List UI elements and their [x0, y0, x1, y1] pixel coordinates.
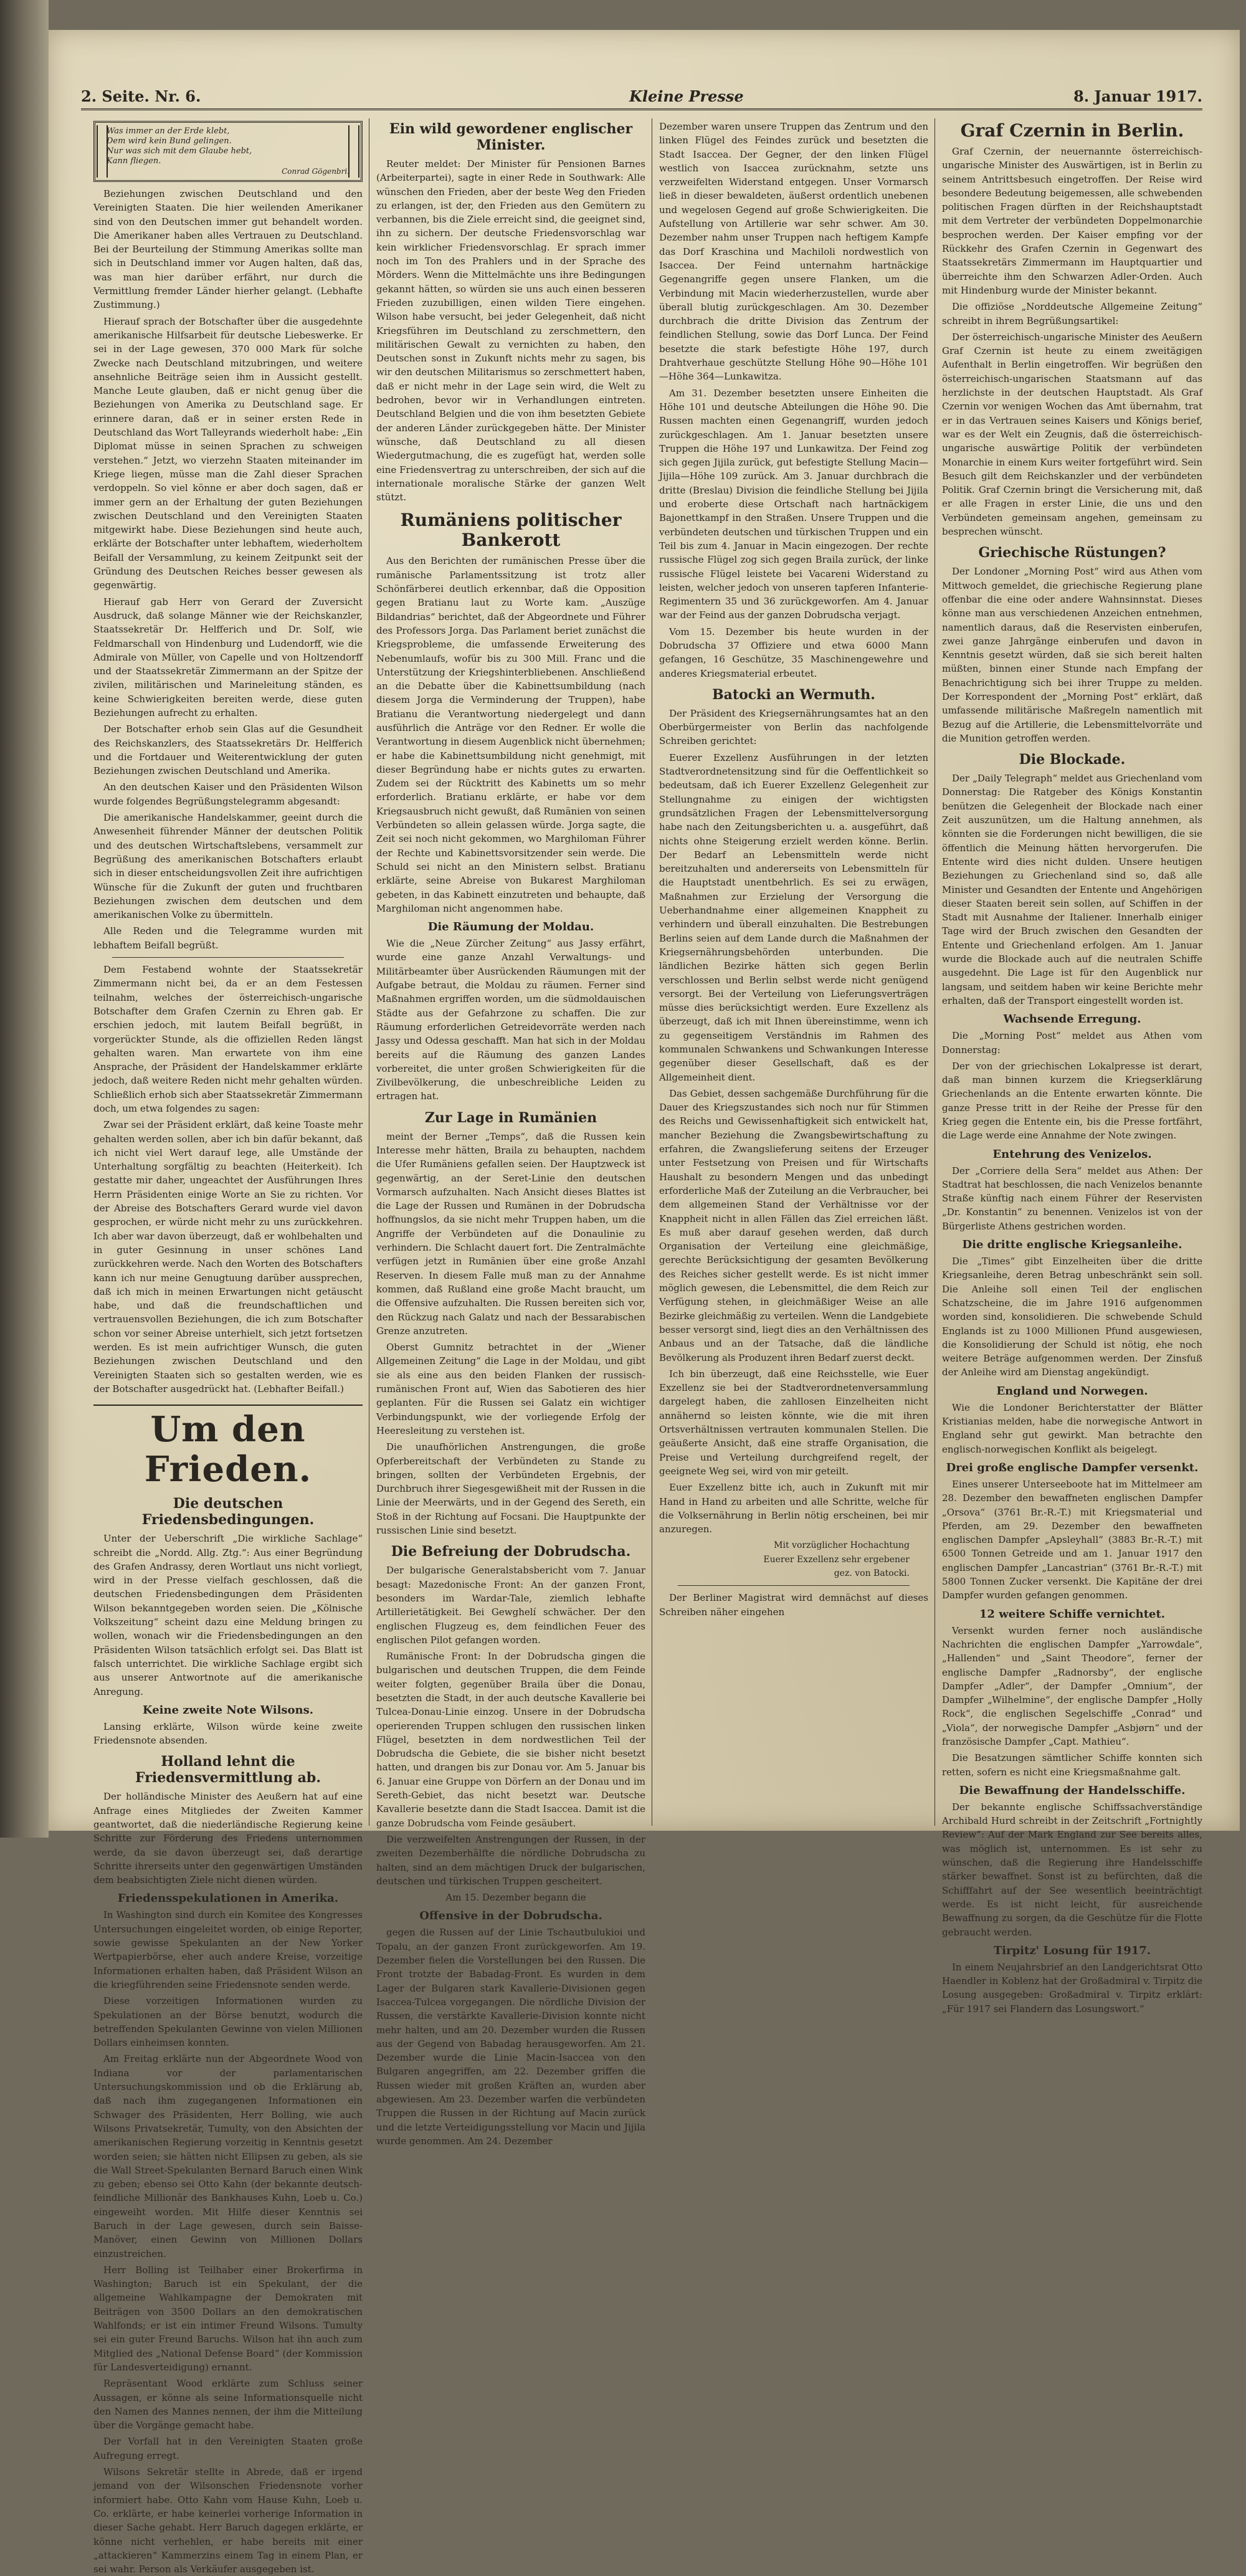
headline: Offensive in der Dobrudscha. [419, 1909, 602, 1923]
paragraph: Der österreichisch-ungarische Minister des Aeußern Graf Czernin ist heute zu einem zweitägigen Aufenthalt in Berlin eingetroffen. Wir begrüßen den österreichisch-ungarischen Staatsmann auf das herzlichste in der deutschen Hauptstadt. Als Graf Czernin vor wenigen Wochen das Amt übernahm, trat er in das Vertrauen seines Kaisers und Königs berief, war es der Welt ein Zeugnis, daß die österreichisch-ungarische auswärtige Politik der verbündeten Monarchie in einem Kurs weiter fortgeführt wird. Sein Besuch gilt dem Reichskanzler und der verbündeten Politik. Graf Czernin bringt die Versicherung mit, daß er alle Fragen in erster Linie, die uns und den Verbündeten gemeinsam angehen, gemeinsam zu besprechen wünscht. [942, 331, 1202, 538]
headline: Entehrung des Venizelos. [992, 1147, 1152, 1161]
divider [112, 957, 344, 958]
paragraph: Am Freitag erklärte nun der Abgeordnete Wood von Indiana vor der parlamentarischen Untersuchungskommission und ob die Erklärung ab, daß nach ihm zugegangenen Informationen ein Schwager des Präsidenten, Herr Bolling, wie auch Wilsons Privatsekretär, Tumulty, von den Absichten der amerikanischen Regierung vorzeitig in Kenntnis gesetzt worden seien; sie hätten nicht Ellipsen zu geben, als sie die Wall Street-Spekulanten Bernard Baruch einen Wink zu geben; ebenso sei Otto Kahn (der bekannte deutsch-feindliche Millionär des Bankhauses Kuhn, Loeb u. Co.) eingeweiht worden. Mit Hilfe dieser Kenntnis sei Baruch in der Lage gewesen, durch sein Baisse-Manöver, einen Gewinn von Millionen Dollars einzustreichen. [93, 2053, 363, 2259]
paragraph: Der Berliner Magistrat wird demnächst auf dieses Schreiben näher eingehen [659, 1592, 928, 1618]
headline: Griechische Rüstungen? [978, 545, 1166, 561]
paragraph: Das Gebiet, dessen sachgemäße Durchführung für die Dauer des Kriegszustandes sich noch nur für Stimmen des Reichs und Gewissenhaftigkeit sich entwickelt hat, mancher Beziehung die Zwangsbewirtschaftung zu erfahren, die Zwangslieferung seitens der Erzeuger unter Festsetzung von Preisen und für Wirtschafts Haushalt zu besondern Mengen und das unbedingt erforderliche Maß der Zuteilung an die Verbraucher, bei dem allgemeinen Stand der Verhältnisse vor der Knappheit nicht in allen Fällen das Ziel erreichen läßt. Es muß aber darauf gesehen werden, daß durch Organisation der Verteilung eine gleichmäßige, gerechte Berücksichtigung der gesamten Bevölkerung des Reiches sicher gestellt werde. Es ist nicht immer möglich gewesen, die Lebensmittel, die dem Reich zur Verfügung stehen, in gleichmäßiger Weise an alle Bezirke gleichmäßig zu verteilen. Wenn die Landgebiete besser versorgt sind, liegt dies an den Verhältnissen des Anbaus und an der Tatsache, daß die ländliche Bevölkerung als Produzent ihren Bedarf zuerst deckt. [659, 1087, 928, 1363]
signature-line: Mit vorzüglicher Hochachtung [774, 1540, 910, 1551]
paragraph: Reuter meldet: Der Minister für Pensionen Barnes (Arbeiterpartei), sagte in einer Rede in Southwark: Alle wünschen den Frieden, aber der beste Weg den Frieden zu erlangen, ist der, den Frieden aus den Gemütern zu verbannen, bis die Ziele erreicht sind, die geeignet sind, ihn zu sichern. Der deutsche Friedensvorschlag war kein wirklicher Friedensvorschlag. Er sprach immer noch im Ton des Prahlers und in der Sprache des Mörders. Wenn die Mittelmächte uns ihre Bedingungen gekannt hätten, so würden sie uns auch einen besseren Frieden zuzubilligen, einen wilden Tiere eingehen. Wilson habe versucht, bei jeder Gelegenheit, daß nicht Kriegsführen im Deutschland zu zerschmettern, den militärischen Gewalt zu vernichten zu haben, den Deutschen sonst in Zukunft nichts mehr zu sagen, bis wir den deutschen Militarismus so zerschmettert haben, daß er nicht mehr in der Lage sein wird, die Welt zu bedrohen, bevor wir in Verhandlungen eintreten. Deutschland Belgien und die von ihm besetzten Gebiete der anderen Länder zurückgegeben hätte. Der Minister wünsche, daß Deutschland zu all diesen Wiedergutmachung, die es zugefügt hat, werden solle eine Friedensvertrag zu unterschreiben, der sich auf die internationale moralische Stärke der ganzen Welt stützt. [376, 158, 645, 503]
paragraph: Der von der griechischen Lokalpresse ist derart, daß man binnen kurzem die Kriegserklärung Griechenlands an die Entente erwarten könnte. Die ganze Presse tritt in der Reihe der Presse für den Krieg gegen die Entente ein, bis die Presse fortfährt, die Lage werde eine Annahme der Note zwingen. [942, 1060, 1202, 1142]
paragraph: Der „Corriere della Sera“ meldet aus Athen: Der Stadtrat hat beschlossen, die nach Venizelos benannte Straße künftig nach einem Führer der Reservisten „Dr. Konstantin“ zu benennen. Venizelos ist von der Bürgerliste Athens gestrichen worden. [942, 1165, 1202, 1232]
paragraph: Aus den Berichten der rumänischen Presse über die rumänische Parlamentssitzung ist trotz aller Schönfärberei deutlich erkennbar, daß die Opposition gegen Bratianu laut zu Worte kam. „Auszüge Bildandrias“ berichtet, daß der Abgeordnete und Führer des Professors Jorga. Das Parlament beriet zunächst die Kriegsprobleme, die umfassende Erweiterung des Nebenumlaufs, wofür bis zu 300 Mill. Franc und die Unterstützung der Kriegshinterbliebenen. Anschließend an die Debatte über die Kabinettsumbildung (nach diesem Jorga die Verminderung der Truppen), habe Bratianu die Verantwortung niedergelegt und dann ausführlich die Anträge vor den Redner. Er wolle die Verantwortung in diesem Augenblick nicht übernehmen; er habe die Kabinettsumbildung nicht genehmigt, mit dieser Begründung habe er nichts gutes zu erwarten. Zudem sei der Rücktritt des Kabinetts um so mehr erforderlich. Bratianu erklärte, er habe vor dem Kriegsausbruch nicht gewußt, daß Rumänien von seinen Verbündeten so allein gelassen würde. Jorga sagte, die Zeit sei noch nicht gekommen, wo Marghiloman Führer der Rechte und Kabinettsvorsitzender sein werde. Die Schuld sei nicht an den Ministern selbst. Bratianu erklärte, seine Abreise von Bukarest Marghiloman gebeten, in das Kabinett einzutreten und behaupte, daß Marghiloman nicht angenommen habe. [376, 555, 645, 914]
paragraph: Der bekannte englische Schiffssachverständige Archibald Hurd schreibt in der Zeitschrift „Fortnightly Review“: Auf der Mark England zur See bereits alles, was möglich ist, unternommen. Es ist sehr zu wünschen, daß die Regierung ihre Handelsschiffe stärker bewaffnet. Sonst ist zu befürchten, daß die Schifffahrt auf der See wesentlich beeinträchtigt werde. Es ist nicht leicht, für ausreichende Bewaffnung zu sorgen, da die Geschütze für die Flotte gebraucht werden. [942, 1801, 1202, 1938]
paragraph: Die Besatzungen sämtlicher Schiffe konnten sich retten, sofern es nicht eine Kriegsmaßnahme galt. [942, 1752, 1202, 1778]
headline: Tirpitz' Losung für 1917. [993, 1944, 1151, 1957]
paragraph: Der Vorfall hat in den Vereinigten Staaten große Aufregung erregt. [93, 2436, 363, 2461]
ornament-icon [97, 125, 108, 178]
headline: 12 weitere Schiffe vernichtet. [979, 1607, 1166, 1621]
paragraph: Eines unserer Unterseeboote hat im Mittelmeer am 28. Dezember den bewaffneten englischen Dampfer „Orsova“ (3761 Br.-R.-T.) mit Kriegsmaterial und Pferden, am 29. Dezember den bewaffneten englischen Dampfer „Apsleyhall“ (3883 Br.-R.-T.) mit 6500 Tonnen Getreide und am 1. Januar 1917 den englischen Dampfer „Lancastrian“ (3761 Br.-R.-T.) mit 5800 Tonnen Zucker versenkt. Die Kapitäne der drei Dampfer wurden gefangen genommen. [942, 1478, 1202, 1601]
headline: Die Befreiung der Dobrudscha. [391, 1543, 631, 1560]
headline: Wachsende Erregung. [1003, 1013, 1141, 1026]
headline-frieden: Um den Frieden. [93, 1405, 363, 1489]
headline: Batocki an Wermuth. [712, 686, 875, 703]
paragraph: Beziehungen zwischen Deutschland und den Vereinigten Staaten. Die hier weilenden Amerikaner sind von den Deutschen immer gut behandelt worden. Die Amerikaner haben alles Vertrauen zu Deutschland. Bei der Beurteilung der Stimmung Amerikas sollte man sich in Deutschland immer vor Augen halten, daß das, was man hier darüber erfährt, nur durch die Vermittlung fremder Länder hierher gelangt. (Lebhafte Zustimmung.) [93, 188, 363, 311]
paragraph: Der Botschafter erhob sein Glas auf die Gesundheit des Reichskanzlers, des Staatssekretärs Dr. Helfferich und die Fortdauer und Weiterentwicklung der guten Beziehungen zwischen Deutschland und Amerika. [93, 723, 363, 777]
column-3 [659, 120, 928, 1821]
paragraph: Der „Daily Telegraph“ meldet aus Griechenland vom Donnerstag: Die Ratgeber des Königs Konstantin benützen die Gelegenheit der Blockade nach einer Zeit auszunützen, um die Haltung annehmen, als könnten sie die Forderungen nicht bewilligen, die sie öffentlich die Meinung hätten hervorgerufen. Die Entente wird dies nicht dulden. Unsere heutigen Beziehungen zu Griechenland sind so, daß alle Minister und Gesandten der Entente und Angehörigen dieser Staaten bereit sein sollen, auf Schiffen in der Stadt mit Ausnahme der Italiener. Innerhalb einiger Tage wird der Bruch zwischen den Gesandten der Entente und Griechenland erfolgen. Am 1. Januar wurde die Blockade auch auf die neutralen Schiffe ausgedehnt. Die Lage ist für den Augenblick nur langsam, und seitdem haben wir keine Berichte mehr erhalten, daß der Transport eingestellt worden ist. [942, 773, 1202, 1006]
paragraph: Der bulgarische Generalstabsbericht vom 7. Januar besagt: Mazedonische Front: An der ganzen Front, besonders im Wardar-Tale, ziemlich lebhafte Artillerietätigkeit. Bei Gewghelí schwächer. Der den englischen Flugzeug es, dem feindlichen Feuer des englischen Pilot gefangen worden. [376, 1565, 645, 1646]
paragraph: An den deutschen Kaiser und den Präsidenten Wilson wurde folgendes Begrüßungstelegramm abgesandt: [93, 781, 363, 807]
paragraph: meint der Berner „Temps“, daß die Russen kein Interesse mehr hätten, Braila zu behaupten, nachdem die Ufer Rumäniens gefallen seien. Der Hauptzweck ist gegenwärtig, an der Seret-Linie den deutschen Vormarsch aufzuhalten. Nach Ansicht dieses Blattes ist die Lage der Russen und Rumänen in der Dobrudscha hoffnungslos, da sie nicht mehr Truppen haben, um die Angriffe der Verbündeten auf die Donaulinie zu verhindern. Die Schlacht dauert fort. Die Zentralmächte verfügen jetzt in Rumänien über eine große Anzahl Reserven. In diesem Falle muß man zu der Annahme kommen, daß Rußland eine große Macht braucht, um die Offensive aufzuhalten. Die Russen bereiten sich vor, den Rückzug nach Galatz und nach der Bessarabischen Grenze anzutreten. [376, 1130, 645, 1337]
headline: Drei große englische Dampfer versenkt. [946, 1461, 1199, 1474]
headline: Die Bewaffnung der Handelsschiffe. [959, 1783, 1186, 1797]
headline: Ein wild gewordener englischer Minister. [389, 121, 633, 153]
motto-line: Was immer an der Erde klebt, [107, 126, 230, 136]
paragraph: Ich bin überzeugt, daß eine Reichsstelle, wie Euer Exzellenz sie bei der Stadtverordnetenversammlung dargelegt haben, die zahllosen Einzelheiten nicht annähernd so leisten könnte, wie die mit ihren Ortsverhältnissen vertrauten kommunalen Stellen. Die geäußerte Ansicht, daß eine straffe Organisation, die Preise und Verteilung durchgreifend regelt, der geeignete Weg sei, wird von mir geteilt. [659, 1368, 928, 1477]
book-binding [0, 0, 49, 1838]
headline: Holland lehnt die Friedensvermittlung ab. [135, 1753, 321, 1787]
paragraph: Dem Festabend wohnte der Staatssekretär Zimmermann nicht bei, da er an dem Festessen teilnahm, welches der österreichisch-ungarische Botschafter dem Grafen Czernin zu Ehren gab. Er erschien jedoch, mit lautem Beifall begrüßt, in vorgerückter Stunde, als die offiziellen Reden längst gehalten waren. Man erwartete von ihm eine Ansprache, der Präsident der Handelskammer erklärte jedoch, daß weitere Reden nicht mehr gehalten würden. Schließlich erhob sich aber Staatssekretär Zimmermann doch, um etwa folgendes zu sagen: [93, 964, 363, 1114]
paragraph: Der Präsident des Kriegsernährungsamtes hat an den Oberbürgermeister von Berlin das nachfolgende Schreiben gerichtet: [659, 707, 928, 747]
paragraph: Graf Czernin, der neuernannte österreichisch-ungarische Minister des Auswärtigen, ist in Berlin zu seinem Antrittsbesuch eingetroffen. Der Reise wird besondere Bedeutung beigemessen, alle schwebenden politischen Fragen dürften in der Reichshauptstadt mit dem Vertreter der verbündeten Doppelmonarchie besprochen werden. Der Kaiser empfing vor der Rückkehr des Grafen Czernin in Gegenwart des Staatssekretärs Zimmermann im Hauptquartier und überreichte ihm den Schwarzen Adler-Orden. Auch mit Hindenburg wurde der Minister bekannt. [942, 146, 1202, 296]
motto-line: Kann fliegen. [107, 156, 161, 166]
paragraph: In einem Neujahrsbrief an den Landgerichtsrat Otto Haendler in Koblenz hat der Großadmiral v. Tirpitz die Losung ausgegeben: Großadmiral v. Tirpitz erklärt: „Für 1917 sei Flandern das Losungswort.“ [942, 1961, 1202, 2015]
paragraph: Repräsentant Wood erklärte zum Schluss seiner Aussagen, er könne als seine Informationsquelle nicht den Namen des Mannes nennen, der ihm die Mitteilung über die Vorgänge gemacht habe. [93, 2378, 363, 2431]
headline: Zur Lage in Rumänien [424, 1109, 597, 1126]
column-rule [934, 118, 935, 1826]
headline: Keine zweite Note Wilsons. [142, 1703, 314, 1717]
headline: Friedensspekulationen in Amerika. [117, 1892, 339, 1906]
paragraph: Wie die Londoner Berichterstatter der Blätter Kristianias melden, habe die norwegische Antwort in England sehr gut gewirkt. Man betrachte den englisch-norwegischen Konflikt als beigelegt. [942, 1401, 1202, 1455]
paragraph: Wilsons Sekretär stellte in Abrede, daß er irgend jemand von der Wilsonschen Friedensnote vorher informiert habe. Otto Kahn vom Hause Kuhn, Loeb u. Co. erklärte, er habe keinerlei vorherige Information in dieser Sache gehabt. Herr Baruch dagegen erklärte, er könne nicht verhehlen, er habe bereits mit einer „attackieren“ Kammerzins einem Tag in einem Plan, er sei wahr. Person als Verkäufer ausgegeben ist. [93, 2466, 363, 2575]
paragraph: Lansing erklärte, Wilson würde keine zweite Friedensnote absenden. [93, 1720, 363, 1747]
motto-line: Dem wird kein Bund gelingen. [107, 136, 232, 146]
signature-line: Euerer Exzellenz sehr ergebener [763, 1554, 910, 1565]
ornament-icon [348, 125, 359, 178]
motto-source: Conrad Gögenbri. [282, 167, 350, 176]
paragraph: Die unaufhörlichen Anstrengungen, die große Opferbereitschaft der Verbündeten zu Stande zu bringen, sollten der Verbündeten Ergebnis, der Durchbruch ihrer Siegesgewißheit mit der Russen in die Linie der Meerwärts, und in der Gegend des Sereth, ein Stoß in der Richtung auf Focsani. Die Hauptpunkte der russischen Linie sind besetzt. [376, 1441, 645, 1537]
signature-line: gez. von Batocki. [834, 1568, 910, 1578]
column-1 [93, 120, 363, 2575]
paragraph: Hierauf gab Herr von Gerard der Zuversicht Ausdruck, daß solange Männer wie der Reichskanzler, Staatssekretär Dr. Helfferich und Dr. Solf, wie Feldmarschall von Hindenburg und Ludendorff, wie die Admirale von Müller, von Capelle und von Holtzendorff und der Staatssekretär Zimmermann an der Spitze der zivilen, militärischen und Marineleitung ständen, es keine Schwierigkeiten bereiten werde, diese guten Beziehungen aufrecht zu erhalten. [93, 596, 363, 718]
paragraph: Euer Exzellenz bitte ich, auch in Zukunft mit mir Hand in Hand zu arbeiten und alle Schritte, welche für die Volksernährung in Berlin nötig erscheinen, bei mir anzuregen. [659, 1482, 928, 1535]
paragraph: Unter der Ueberschrift „Die wirkliche Sachlage“ schreibt die „Nordd. Allg. Ztg.“: Aus einer Begründung des Grafen Andrassy, deren Wortlaut uns nicht vorliegt, wird in der Presse vielfach geschlossen, daß die deutschen Friedensbedingungen dem Präsidenten Wilson bekanntgegeben worden seien. Die „Kölnische Volkszeitung“ scheint dazu eine Meldung bringen zu wollen, wonach wir die Friedensbedingungen an den Präsidenten Wilson tatsächlich erfolgt sei. Das Blatt ist falsch unterrichtet. Die wirkliche Sachlage ergibt sich aus unserer Antwortnote auf die amerikanische Anregung. [93, 1533, 363, 1697]
headline: Die dritte englische Kriegsanleihe. [962, 1238, 1182, 1252]
divider [678, 1585, 910, 1586]
headline: Die Räumung der Moldau. [427, 920, 594, 934]
paragraph: Die „Morning Post“ meldet aus Athen vom Donnerstag: [942, 1030, 1202, 1056]
motto-line: Nur was sich mit dem Glaube hebt, [107, 146, 252, 156]
column-4 [942, 120, 1202, 2015]
paragraph: Alle Reden und die Telegramme wurden mit lebhaftem Beifall begrüßt. [93, 925, 363, 951]
paragraph: Die verzweifelten Anstrengungen der Russen, in der zweiten Dezemberhälfte die nördliche Dobrudscha zu halten, sind an dem mächtigen Druck der bulgarischen, deutschen und türkischen Truppen gescheitert. [376, 1833, 645, 1887]
paragraph: Die offiziöse „Norddeutsche Allgemeine Zeitung“ schreibt in ihrem Begrüßungsartikel: [942, 301, 1202, 327]
headline: Die deutschen Friedensbedingungen. [141, 1496, 315, 1529]
headline: England und Norwegen. [996, 1384, 1148, 1398]
page-number: 2. Seite. Nr. 6. [81, 87, 201, 105]
paragraph: Zwar sei der Präsident erklärt, daß keine Toaste mehr gehalten werden sollen, aber ich bin dafür bekannt, daß ich nicht viel Wert darauf lege, alle Umstände der Unterhaltung sorgfältig zu beachten (Heiterkeit). Ich gestatte mir daher, ungeachtet der Ausführungen Ihres Herrn Präsidenten einige Worte an Sie zu richten. Vor der Abreise des Botschafters Gerard wurde viel davon gesprochen, er würde nicht mehr zu uns zurückkehren. Ich aber war davon überzeugt, daß er wohlbehalten und in guter Gesinnung in unser schönes Land zurückkehren werde. Nach den Worten des Botschafters kann ich nur meine Genugtuung darüber aussprechen, daß ich mich in meinen Erwartungen nicht getäuscht habe, und daß die freundschaftlichen und vertrauensvollen Beziehungen, die ich zum Botschafter schon vor seiner Abreise unterhielt, sich jetzt fortsetzen werden. Es ist mein aufrichtiger Wunsch, die guten Beziehungen zwischen Deutschland und den Vereinigten Staaten sich so gestalten werden, wie es der Botschafter ausgedrückt hat. (Lebhafter Beifall.) [93, 1119, 363, 1395]
paragraph: Die „Times“ gibt Einzelheiten über die dritte Kriegsanleihe, deren Betrag unbeschränkt sein soll. Die Anleihe soll einen Teil der englischen Schatzscheine, die im Jahre 1916 aufgenommen worden sind, konsolidieren. Die schwebende Schuld Englands ist zu 1000 Millionen Pfund ausgewiesen, die Konsolidierung der Schuld ist nötig, ehe noch weitere Beträge aufgenommen werden. Der Zinsfuß der Anleihe wird am Dienstag angekündigt. [942, 1256, 1202, 1378]
paragraph: Oberst Gumnitz betrachtet in der „Wiener Allgemeinen Zeitung“ die Lage in der Moldau, und gibt sie als eine aus den beiden Flanken der russisch-rumänischen Front auf, Wien das Sabotieren des hier geplanten. Für die Russen sei Galatz ein wichtiger Verbindungspunkt, wie der vorliegende Erfolg der Heeresleitung zu verstehen ist. [376, 1342, 645, 1436]
column-2 [376, 120, 645, 2147]
paragraph: Diese vorzeitigen Informationen wurden zu Spekulationen an der Börse benutzt, wodurch die betreffenden Spekulanten Gewinne von vielen Millionen Dollars einheimsen konnten. [93, 1995, 363, 2049]
newspaper-title: Kleine Presse [629, 87, 744, 105]
paragraph: In Washington sind durch ein Komitee des Kongresses Untersuchungen eingeleitet worden, ob einige Reporter, sowie gewisse Spekulanten an der New Yorker Wertpapierbörse, eher auch andere Kreise, vorzeitige Informationen erhalten haben, daß Präsident Wilson an die kriegführenden seine Friedensnote senden werde. [93, 1909, 363, 1990]
headline: Graf Czernin in Berlin. [960, 120, 1184, 141]
paragraph: Vom 15. Dezember bis heute wurden in der Dobrudscha 37 Offiziere und etwa 6000 Mann gefangen, 16 Geschütze, 35 Maschinengewehre und anderes Kriegsmaterial erbeutet. [659, 626, 928, 679]
paragraph: Hierauf sprach der Botschafter über die ausgedehnte amerikanische Hilfsarbeit für deutsche Liebeswerke. Er sei in der Lage gewesen, 370 000 Mark für solche Zwecke nach Deutschland mitzubringen, und weitere ansehnliche Beiträge seien ihm in Aussicht gestellt. Manche Leute glauben, daß er nicht genug über die Beziehungen von Amerika zu Deutschland sage. Er erinnere daran, daß er in seiner ersten Rede in Deutschland das Wort Talleyrands wiederholt habe: „Ein Diplomat müsse in seinen Sprachen zu schweigen verstehen.“ Jetzt, wo vierzehn Staaten miteinander im Kriege liegen, müsse man die Zahl dieser Sprachen verdoppeln. So viel könne er aber doch sagen, daß er immer gern an der Erhaltung der guten Beziehungen zwischen Deutschland und den Vereinigten Staaten mitgewirkt habe. Diese Beziehungen sind heute auch, erklärte der Botschafter unter lebhaftem, wiederholtem Beifall der Versammlung, zu keinem Zeitpunkt seit der Gründung des Deutschen Reiches besser gewesen als gegenwärtig. [93, 315, 363, 591]
paragraph: Am 31. Dezember besetzten unsere Einheiten die Höhe 101 und deutsche Abteilungen die Höhe 90. Die Russen machten einen Gegenangriff, wurden jedoch zurückgeschlagen. Am 1. Januar besetzten unsere Truppen die Höhe 197 und Lunkawitza. Der Feind zog sich gegen Jijila zurück, gut befestigte Stellung Macin—Jijila—Höhe 109 zurück. Am 3. Januar durchbrach die dritte (Breslau) Division die feindliche Stellung bei Jijila und eroberte diese Ortschaft nach hartnäckigem Bajonettkampf in den Straßen. Unsere Truppen und die verbündeten deutschen und türkischen Truppen und ein Teil bis zum 4. Januar in Macin eingezogen. Der rechte russische Flügel zog sich gegen Braila zurück, der linke russische Flügel leistete bei Vacareni Widerstand zu leisten, welcher jedoch von unseren tapferen Infanterie-Regimentern 35 und 36 zurückgeworfen. Am 4. Januar war der Feind aus der ganzen Dobrudscha verjagt. [659, 387, 928, 621]
paragraph: Euerer Exzellenz Ausführungen in der letzten Stadtverordnetensitzung sind für die Oeffentlichkeit so bedeutsam, daß ich Euerer Exzellenz Gelegenheit zur Stellungnahme zu einigen der wichtigsten grundsätzlichen Fragen der Lebensmittelversorgung habe nach den Zeitungsberichten u. a. ausgeführt, daß nichts ohne Steigerung erzielt werden könne. Berlin. Der Bedarf an Lebensmitteln werde nicht bereitzuhalten und andererseits von Lebensmitteln für die Hauptstadt unentbehrlich. Es sei zu erwägen, Maßnahmen zur Erzielung der Versorgung die Ueberhandnahme einer allgemeinen Knappheit zu verhindern und überall einzuhalten. Die Bestrebungen Berlins seien auf dem Lande durch die Maßnahmen der Kriegsernährungsbehörden unterbunden. Die ländlichen Bezirke hätten sich gegen Berlin verschlossen und Berlin selbst werde nicht genügend versorgt. Bei der Verteilung von Lieferungsverträgen müsse dies berücksichtigt werden. Eure Exzellenz als überzeugt, daß ich mit Ihnen übereinstimme, wenn ich zu gegenseitigem Verständnis im Rahmen des kommunalen Schwankens und Schwankungen Interesse gegenüber dieser Gesellschaft, daß es der Allgemeinheit dient. [659, 751, 928, 1083]
paragraph: Dezember waren unsere Truppen das Zentrum und den linken Flügel des Feindes zurück und besetzten die Stadt Isaccea. Der Gegner, der den linken Flügel westlich von Isaccea zurücknahm, setzte uns verzweifelten Widerstand entgegen. Unser Vormarsch ließ in dieser bewaldeten, äußerst ordentlich unebenen und wegelosen Gegend auf große Schwierigkeiten. Die Aufstellung von Artillerie war sehr schwer. Am 30. Dezember nahm unser Truppen nach heftigem Kampfe das Dorf Kraschina und Machiloli nordwestlich von Isaccea. Der Feind unternahm hartnäckige Gegenangriffe gegen unsere Flanken, um die Verbindung mit Macin wiederherzustellen, wurde aber überall blutig zurückgeschlagen. Am 30. Dezember durchbrach die dritte Division das Zentrum der feindlichen Stellung, sowie das Dorf Lunca. Der Feind besetzte die stark befestigte Höhe 197, durch Drahtverhaue geschützte Stellung Höhe 90—Höhe 101—Höhe 364—Lunkawitza. [659, 121, 928, 383]
paragraph: Wie die „Neue Zürcher Zeitung“ aus Jassy erfährt, wurde eine ganze Anzahl Verwaltungs- und Militärbeamter über Ausrückenden Räumungen mit der Aufgabe betraut, die Moldau zu räumen. Ferner sind Maßnahmen ergriffen worden, um die südmoldauischen Städte aus der Gefahrzone zu schaffen. Die zur Räumung erforderlichen Getreidevorräte werden nach Jassy und Odessa geschafft. Man hat sich in der Moldau bereits auf die Räumung des ganzen Landes vorbereitet, die unter großen Schwierigkeiten für die Zivilbevölkerung, die unbeschreibliche Leiden zu ertragen hat. [376, 938, 645, 1102]
paragraph: Versenkt wurden ferner noch ausländische Nachrichten die englischen Dampfer „Yarrowdale“, „Hallenden“ und „Saint Theodore“, ferner der englische Dampfer „Radnorsby“, der englische Dampfer „Adler“, der Dampfer „Omnium“, der Dampfer „Wilhelmine“, der englische Dampfer „Holly Rock“, die englischen Segelschiffe „Conrad“ und „Viola“, der norwegische Dampfer „Asbjørn“ und der französische Dampfer „Capt. Mathieu“. [942, 1624, 1202, 1747]
paragraph: Der holländische Minister des Aeußern hat auf eine Anfrage eines Mitgliedes der Zweiten Kammer geantwortet, daß die niederländische Regierung keine Schritte zur Förderung des Friedens unternommen werde, da sie davon überzeugt sei, daß derartige Schritte ihrerseits unter den gegenwärtigen Umständen dem beabsichtigten Ziele nicht dienen würden. [93, 1791, 363, 1886]
paragraph: gegen die Russen auf der Linie Tschautbulukioi und Topalu, an der ganzen Front zurückgeworfen. Am 19. Dezember fielen die Vorstellungen bei den Russen. Die Front trotzte der Babadag-Front. Es wurden in dem Lager der Bulgaren stark Kavallerie-Divisionen gegen Isaccea-Tulcea vorgegangen. Die nördliche Division der Russen, die verstärkte Kavallerie-Division konnte nicht mehr halten, und am 20. Dezember wurden die Russen aus der Gegend von Babadag herausgeworfen. Am 21. Dezember wurde die Linie Macin-Isaccea von den Bulgaren angegriffen, am 22. Dezember griffen die Russen wieder mit großen Kräften an, wurden aber abgewiesen. Am 23. Dezember warfen die verbündeten Truppen die Russen in der Richtung auf Macin zurück und die letzte Verteidigungsstellung vor Macin und Jijila wurde genommen. Am 24. Dezember [376, 1927, 645, 2147]
paragraph: Der Londoner „Morning Post“ wird aus Athen vom Mittwoch gemeldet, die griechische Regierung plane offenbar die eine oder andere Wahnsinnstat. Dieses könne man aus verschiedenen Anzeichen entnehmen, namentlich daraus, daß die Reservisten einberufen, zwei ganze Jahrgänge einberufen und davon in Kenntnis gesetzt würden, daß sie sich bereit halten müßten, binnen einer Stunde nach Empfang der Benachrichtigung sich bei ihrer Truppe zu melden. Der Korrespondent der „Morning Post“ erklärt, daß umfassende militärische Maßregeln namentlich mit Bezug auf die Artillerie, die Lebensmittelvorräte und die Munition getroffen werden. [942, 566, 1202, 744]
paragraph: Rumänische Front: In der Dobrudscha gingen die bulgarischen und deutschen Truppen, die dem Feinde weiter folgten, gegenüber Braila über die Donau, besetzten die Stadt, in der auch deutsche Kavallerie bei Tulcea-Donau-Linie einzog. Unsere in der Dobrudscha operierenden Truppen schlugen den russischen linken Flügel, besetzten in dem nordwestlichen Teil der Dobrudscha die Gebiete, die sie bisher nicht besetzt hatten, und drangen bis zur Donau vor. Am 5. Januar bis 6. Januar eine Gruppe von Dörfern an der Donau und im Sereth-Gebiet, das nicht besetzt war. Deutsche Kavallerie besetzte dann die Stadt Isaccea. Damit ist die ganze Dobrudscha vom Feinde gesäubert. [376, 1651, 645, 1829]
paragraph: Die amerikanische Handelskammer, geeint durch die Anwesenheit führender Männer der deutschen Politik und des deutschen Wirtschaftslebens, versammelt zur Begrüßung des amerikanischen Botschafters erlaubt sich in dieser entscheidungsvollen Zeit ihre aufrichtigen Wünsche für die Zukunft der guten und fruchtbaren Beziehungen zwischen dem deutschen und dem amerikanischen Volke zu übermitteln. [93, 812, 363, 921]
paragraph: Am 15. Dezember begann die [445, 1892, 586, 1904]
headline: Rumäniens politischer Bankerott [400, 510, 622, 551]
headline: Die Blockade. [1019, 751, 1126, 768]
paragraph: Herr Bolling ist Teilhaber einer Brokerfirma in Washington; Baruch ist ein Spekulant, der die allgemeine Wahlkampagne der Demokraten mit Beiträgen von 3500 Dollars an den demokratischen Wahlfonds; er ist ein intimer Freund Wilsons. Tumulty sei ein guter Freund Baruchs. Wilson hat ihn auch zum Mitglied des „National Defense Board“ (der Kommission für Landesverteidigung) ernannt. [93, 2264, 363, 2373]
masthead [81, 86, 1202, 110]
issue-date: 8. Januar 1917. [1073, 87, 1202, 105]
motto-box [93, 121, 363, 182]
